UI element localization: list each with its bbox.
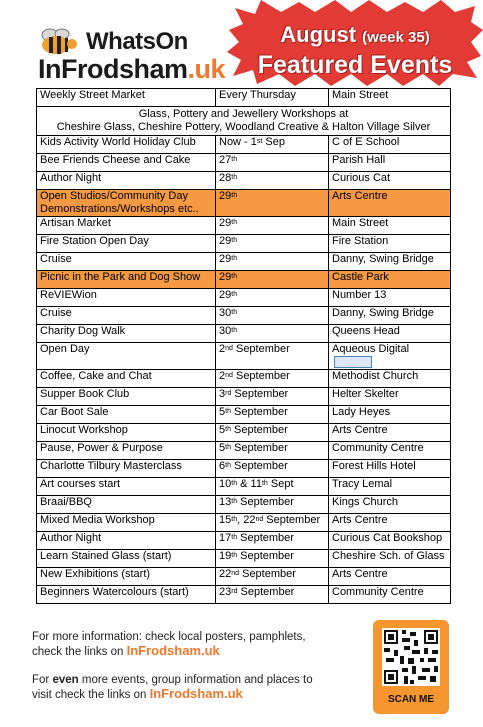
table-row <box>37 235 451 253</box>
event-name-cell: Beginners Watercolours (start) <box>37 586 216 604</box>
event-date-cell: 17th September <box>216 532 329 550</box>
logo-text-line2: InFrodsham.uk <box>38 54 226 84</box>
event-venue-cell: Arts Centre <box>329 190 451 217</box>
table-row <box>37 370 451 388</box>
event-date-cell: 29th <box>216 253 329 271</box>
event-venue-cell: Danny, Swing Bridge <box>329 307 451 325</box>
table-row <box>37 532 451 550</box>
event-venue-cell: Main Street <box>329 89 451 107</box>
event-date-cell: 30th <box>216 307 329 325</box>
event-name-cell: Linocut Workshop <box>37 424 216 442</box>
event-venue-cell: Arts Centre <box>329 424 451 442</box>
event-name-cell: Charlotte Tilbury Masterclass <box>37 460 216 478</box>
event-date-cell: 29th <box>216 217 329 235</box>
event-date-cell: 29th <box>216 235 329 253</box>
event-venue-cell: Castle Park <box>329 271 451 289</box>
table-row <box>37 253 451 271</box>
event-name-cell: Charity Dog Walk <box>37 325 216 343</box>
table-row <box>37 514 451 532</box>
event-name-cell: Bee Friends Cheese and Cake <box>37 154 216 172</box>
table-row <box>37 325 451 343</box>
table-row <box>37 406 451 424</box>
table-row <box>37 388 451 406</box>
event-venue-cell: Lady Heyes <box>329 406 451 424</box>
event-venue-cell: Forest Hills Hotel <box>329 460 451 478</box>
event-venue-cell: Curious Cat Bookshop <box>329 532 451 550</box>
event-date-cell: 10th & 11th Sept <box>216 478 329 496</box>
event-venue-cell: Main Street <box>329 217 451 235</box>
footer-info <box>32 630 352 716</box>
table-row <box>37 586 451 604</box>
cell-selection-box[interactable] <box>334 356 372 368</box>
table-row <box>37 478 451 496</box>
event-date-cell: 29th <box>216 271 329 289</box>
table-row <box>37 442 451 460</box>
event-date-cell: 6th September <box>216 460 329 478</box>
table-row <box>37 271 451 289</box>
event-venue-cell: Methodist Church <box>329 370 451 388</box>
table-row <box>37 107 451 136</box>
banner-title: August (week 35) Featured Events <box>257 22 453 79</box>
event-name-cell: New Exhibitions (start) <box>37 568 216 586</box>
event-name-cell: Coffee, Cake and Chat <box>37 370 216 388</box>
qr-code-icon <box>382 628 440 686</box>
event-date-cell: 22nd September <box>216 568 329 586</box>
event-name-cell: Open Studios/Community Day Demonstrations/Workshops etc.. <box>37 190 216 217</box>
event-name-cell: Artisan Market <box>37 217 216 235</box>
event-name-cell: ReVIEWion <box>37 289 216 307</box>
scan-me-label: SCAN ME <box>387 694 435 705</box>
table-row <box>37 307 451 325</box>
event-venue-cell: Fire Station <box>329 235 451 253</box>
site-link-2[interactable]: InFrodsham.uk <box>149 686 243 701</box>
event-name-cell: Author Night <box>37 172 216 190</box>
event-date-cell: 5th September <box>216 406 329 424</box>
event-venue-cell: Parish Hall <box>329 154 451 172</box>
event-venue-cell: Arts Centre <box>329 568 451 586</box>
event-name-cell: Kids Activity World Holiday Club <box>37 136 216 154</box>
event-date-cell: 30th <box>216 325 329 343</box>
event-venue-cell: Tracy Lemal <box>329 478 451 496</box>
event-name-cell: Learn Stained Glass (start) <box>37 550 216 568</box>
logo-text-line1: WhatsOn <box>86 28 188 55</box>
event-venue-cell: Helter Skelter <box>329 388 451 406</box>
event-venue-cell: Curious Cat <box>329 172 451 190</box>
event-date-cell: 3rd September <box>216 388 329 406</box>
event-venue-cell: Community Centre <box>329 442 451 460</box>
event-venue-cell: Number 13 <box>329 289 451 307</box>
event-name-cell: Fire Station Open Day <box>37 235 216 253</box>
table-row <box>37 172 451 190</box>
event-name-cell: Cruise <box>37 307 216 325</box>
event-date-cell: 19th September <box>216 550 329 568</box>
table-row <box>37 289 451 307</box>
info-paragraph-2: For even more events, group information and places to visit check the links on InFrodsham.uk <box>32 674 313 701</box>
event-date-cell: 29th <box>216 289 329 307</box>
workshop-banner-cell: Glass, Pottery and Jewellery Workshops at Cheshire Glass, Cheshire Pottery, Woodland Creative & Halton Village Silver <box>37 107 451 136</box>
event-date-cell: Now - 1st Sep <box>216 136 329 154</box>
event-name-cell: Mixed Media Workshop <box>37 514 216 532</box>
table-row <box>37 190 451 217</box>
table-row <box>37 496 451 514</box>
table-row <box>37 568 451 586</box>
event-date-cell: 5th September <box>216 442 329 460</box>
event-name-cell: Car Boot Sale <box>37 406 216 424</box>
event-venue-cell: Cheshire Sch. of Glass <box>329 550 451 568</box>
event-date-cell: 28th <box>216 172 329 190</box>
table-row <box>37 460 451 478</box>
info-paragraph-1: For more information: check local posters, pamphlets, check the links on InFrodsham.uk <box>32 631 306 658</box>
qr-code-panel[interactable] <box>373 620 449 714</box>
event-date-cell: 13th September <box>216 496 329 514</box>
event-name-cell: Braai/BBQ <box>37 496 216 514</box>
table-row <box>37 550 451 568</box>
event-venue-cell: Kings Church <box>329 496 451 514</box>
event-venue-cell: Arts Centre <box>329 514 451 532</box>
event-name-cell: Weekly Street Market <box>37 89 216 107</box>
event-name-cell: Picnic in the Park and Dog Show <box>37 271 216 289</box>
event-venue-cell: Community Centre <box>329 586 451 604</box>
event-date-cell: Every Thursday <box>216 89 329 107</box>
event-date-cell: 23rd September <box>216 586 329 604</box>
event-name-cell: Open Day <box>37 343 216 370</box>
event-venue-cell: C of E School <box>329 136 451 154</box>
table-row <box>37 424 451 442</box>
event-name-cell: Author Night <box>37 532 216 550</box>
event-venue-cell: Danny, Swing Bridge <box>329 253 451 271</box>
event-venue-cell: Queens Head <box>329 325 451 343</box>
event-name-cell: Supper Book Club <box>37 388 216 406</box>
event-date-cell: 27th <box>216 154 329 172</box>
table-row <box>37 154 451 172</box>
events-table <box>36 88 451 604</box>
event-name-cell: Art courses start <box>37 478 216 496</box>
event-date-cell: 2nd September <box>216 370 329 388</box>
table-row <box>37 343 451 370</box>
event-date-cell: 15th, 22nd September <box>216 514 329 532</box>
table-row <box>37 89 451 107</box>
bee-icon <box>36 26 82 56</box>
event-date-cell: 2nd September <box>216 343 329 370</box>
event-date-cell: 5th September <box>216 424 329 442</box>
event-date-cell: 29th <box>216 190 329 217</box>
event-venue-cell: Aqueous Digital <box>329 343 451 370</box>
header <box>0 0 483 88</box>
event-name-cell: Cruise <box>37 253 216 271</box>
table-row <box>37 136 451 154</box>
table-row <box>37 217 451 235</box>
event-name-cell: Pause, Power & Purpose <box>37 442 216 460</box>
site-link-1[interactable]: InFrodsham.uk <box>126 643 220 658</box>
